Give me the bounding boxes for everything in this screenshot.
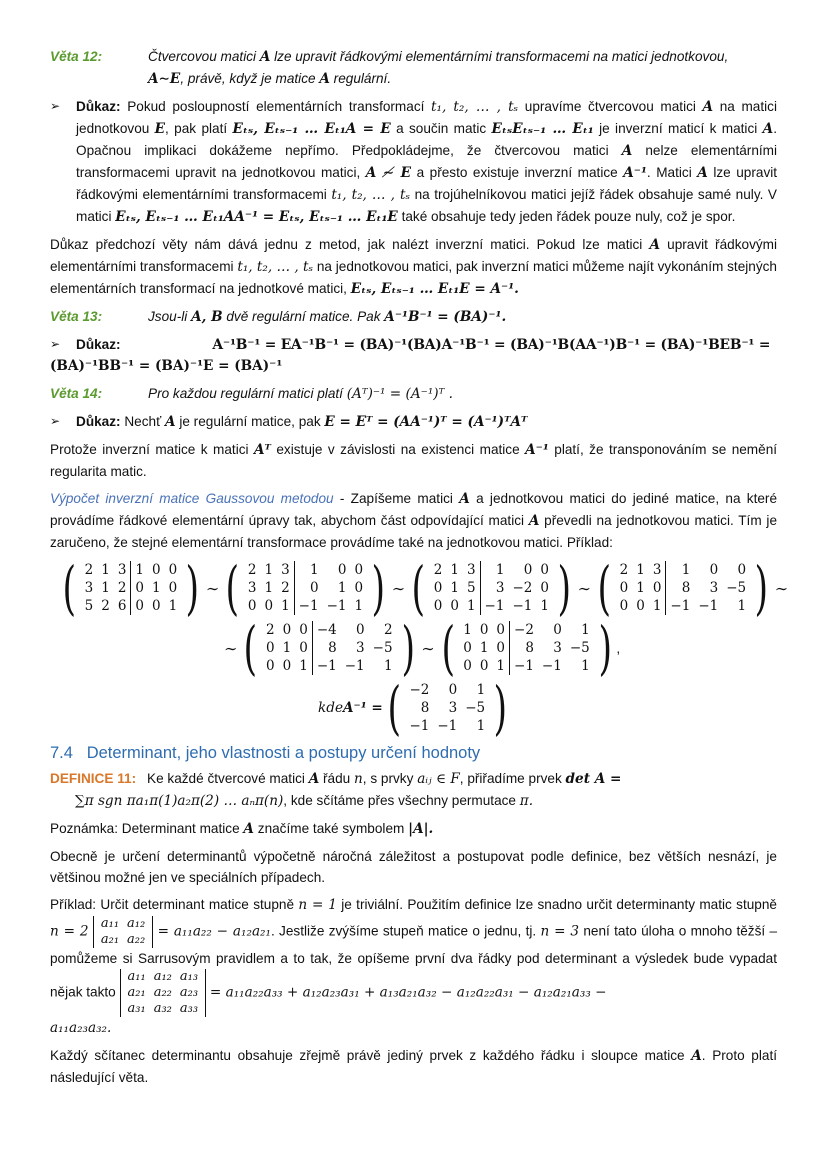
augmented-matrix: ( −2 0 1 8 3 −5 −1 −1 1 ) (387, 674, 508, 742)
paragraph-example: Příklad: Určit determinant matice stupně n = 1 je triviální. Použitím definice lze snadno určit determinanty matic stupně n = 2 a₁₁ a₁₂ a₂₁ a₂₂ = a₁₁a₂₂ − a₁₂a₂₁. Jestliže zvýšíme stupeň matice o jednu, tj. n = 3 není tato úloha o mnoho těžší – pomůžeme si Sarrusovým pravidlem a to tak, že opíšeme první dva řádky pod determinant a výsledek bude vypadat nějak takto a₁₁ a₁₂ a₁₃ a₂₁ a₂₂ a₂₃ a₃₁ a₃₂ a₃₃ = a₁₁a₂₂a₃₃ + a₁₂a₂₃a₃₁ + a₁₃a₂₁a₃₂ − a₁₂a₂₂a₃₁ − a₁₂a₂₁a₃₃ − a₁₁a₂₃a₃₂. (50, 897, 778, 1036)
theorem-13: Věta 13: Jsou-li A, B dvě regulární matice. Pak A⁻¹B⁻¹ = (BA)⁻¹. (50, 309, 507, 325)
paragraph-general: Obecně je určení determinantů výpočetně náročná záležitost a postupovat podle definice, bez větších nesnází, je většinou možné jen ve speciálních případech. (50, 849, 777, 885)
paragraph-conclusion: Každý sčítanec determinantu obsahuje zřejmě právě jediný prvek z každého řádku i sloupce matice A. Proto platí následující věta. (50, 1048, 778, 1085)
gauss-matrices-row2: ∼ ( 2 0 0 −4 0 2 0 1 0 8 3 −5 0 0 1 −1 −1 1 ) ∼ ( 1 0 0 −2 0 1 0 1 0 8 3 −5 0 0 1 −1 −1 1 ) , (224, 614, 621, 682)
determinant-2x2: a₁₁ a₁₂ a₂₁ a₂₂ (93, 916, 153, 948)
proof-14: ➢ Důkaz: Nechť A je regulární matice, pak E = Eᵀ = (AA⁻¹)ᵀ = (A⁻¹)ᵀAᵀ (50, 411, 777, 433)
augmented-matrix: ( 1 0 0 −2 0 1 0 1 0 8 3 −5 0 0 1 −1 −1 1 ) (441, 614, 612, 682)
paragraph-transpose: Protože inverzní matice k matici Aᵀ existuje v závislosti na existenci matice A⁻¹ platí, že transponováním se nemění regularita matic. (50, 442, 778, 479)
augmented-matrix: ( 2 0 0 −4 0 2 0 1 0 8 3 −5 0 0 1 −1 −1 1 ) (243, 614, 415, 682)
note-determinant: Poznámka: Determinant matice A značíme také symbolem |A|. (50, 821, 434, 837)
definition-11-cont: ∑π sgn πa₁π(1)a₂π(2) … aₙπ(n), kde sčítáme přes všechny permutace π. (75, 793, 534, 809)
inverse-result-row: kde A⁻¹ = ( −2 0 1 8 3 −5 −1 −1 1 ) (318, 679, 777, 737)
theorem-12 (50, 46, 777, 90)
definition-11: DEFINICE 11: Ke každé čtvercové matici A řádu n, s prvky aᵢⱼ ∈ F, přiřadíme prvek det A = (50, 771, 622, 787)
document-page (50, 46, 789, 1094)
paragraph-inverse-method: Důkaz předchozí věty nám dává jednu z metod, jak nalézt inverzní matici. Pokud lze matici A upravit řádkovými elementárními transformacemi t₁, t₂, … , tₛ na jednotkovou matici, pak inverzní matici můžeme najít vykonáním stejných elementárních transformací na jednotkové matici, Eₜₛ, Eₜₛ₋₁ … Eₜ₁E = A⁻¹. (50, 237, 778, 297)
theorem-label: Věta 12: (50, 49, 103, 64)
arrow-bullet-icon: ➢ (50, 337, 61, 351)
determinant-3x3: a₁₁ a₁₂ a₁₃ a₂₁ a₂₂ a₂₃ a₃₁ a₃₂ a₃₃ (120, 969, 207, 1017)
arrow-bullet-icon: ➢ (50, 99, 61, 113)
augmented-matrix: ( 2 1 3 1 0 0 3 1 2 0 1 0 5 2 6 0 0 1 ) (62, 554, 200, 622)
augmented-matrix: ( 2 1 3 1 0 0 0 1 0 8 3 −5 0 0 1 −1 −1 1 ) (597, 554, 769, 622)
proof-13: ➢ Důkaz: A⁻¹B⁻¹ = EA⁻¹B⁻¹ = (BA)⁻¹(BA)A⁻¹B⁻¹ = (BA)⁻¹B(AA⁻¹)B⁻¹ = (BA)⁻¹BEB⁻¹ = (50, 334, 777, 356)
theorem-body: Čtvercovou matici A lze upravit řádkovými elementárními transformacemi na matici jednotkovou, A∼E, právě, když je matice A regulární. (148, 49, 729, 87)
augmented-matrix: ( 2 1 3 1 0 0 3 1 2 0 1 0 0 0 1 −1 −1 1 ) (225, 554, 386, 622)
section-heading: 7.4 Determinant, jeho vlastnosti a postupy určení hodnoty (50, 744, 481, 762)
paragraph-gauss: Výpočet inverzní matice Gaussovou metodou - Zapíšeme matici A a jednotkovou matici do jediné matice, na které provádíme řádkové elementární úpravy tak, abychom část odpovídající matici A převedli na jednotkovou matici. Tím je zaručeno, že stejné elementární transformace provádíme také na jednotkovou matici. Příklad: (50, 491, 778, 550)
proof-12: ➢ Důkaz: Pokud posloupností elementárních transformací t₁, t₂, … , tₛ upravíme čtvercovou matici A na matici jednotkovou E, pak platí Eₜₛ, Eₜₛ₋₁ … Eₜ₁A = E a součin matic EₜₛEₜₛ₋₁ … Eₜ₁ je inverzní maticí k matici A. Opačnou implikaci dokážeme nepřímo. Předpokládejme, že čtvercovou matici A nelze elementárními transformacemi upravit na jednotkovou matici, A ≁ E a přesto existuje inverzní matice A⁻¹. Matici A lze upravit řádkovými elementárními transformacemi t₁, t₂, … , tₛ na trojúhelníkovou matici jejíž řádek obsahuje samé nuly. V matici Eₜₛ, Eₜₛ₋₁ … Eₜ₁AA⁻¹ = Eₜₛ, Eₜₛ₋₁ … Eₜ₁E také obsahuje tedy jeden řádek pouze nuly, což je spor. (50, 96, 777, 228)
augmented-matrix: ( 2 1 3 1 0 0 0 1 5 3 −2 0 0 0 1 −1 −1 1 ) (411, 554, 572, 622)
gauss-matrices-row1: ( 2 1 3 1 0 0 3 1 2 0 1 0 5 2 6 0 0 1 ) ∼ ( 2 1 3 1 0 0 3 1 2 0 1 0 0 0 1 −1 −1 1 ) ∼ ( 2 1 3 1 0 0 0 1 5 3 −2 0 0 0 1 −1 −1 1 ) ∼ ( 2 1 3 1 0 0 0 1 0 8 3 −5 0 0 1 −1 −1 1 ) ∼ (58, 559, 777, 617)
gauss-title: Výpočet inverzní matice Gaussovou metodou (50, 491, 334, 506)
theorem-14: Věta 14: Pro každou regulární matici platí (Aᵀ)⁻¹ = (A⁻¹)ᵀ . (50, 386, 453, 402)
arrow-bullet-icon: ➢ (50, 414, 61, 428)
proof-13-line2: (BA)⁻¹BB⁻¹ = (BA)⁻¹E = (BA)⁻¹ (50, 358, 283, 374)
